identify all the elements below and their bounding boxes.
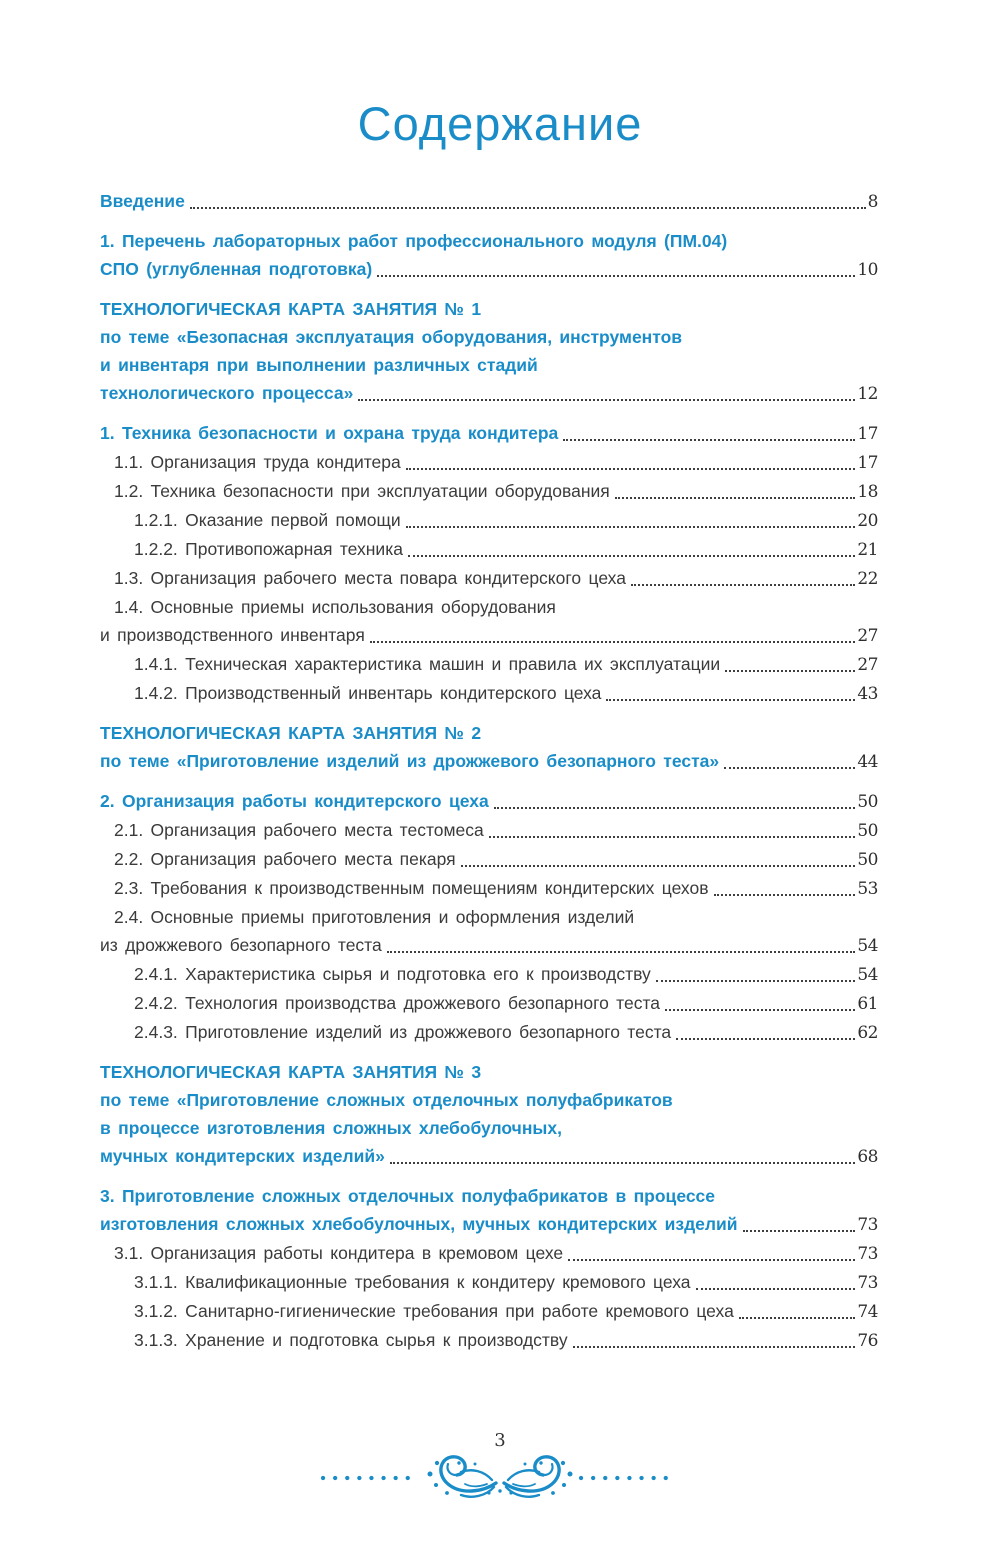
toc-line	[134, 679, 878, 708]
dot-leader	[370, 641, 856, 643]
toc-entry	[100, 679, 878, 708]
dot-leader	[494, 807, 856, 809]
dot-leader	[563, 439, 855, 441]
toc-entry-text: и производственного инвентаря	[100, 625, 365, 645]
toc-line	[100, 1058, 878, 1086]
dot-leader	[408, 555, 855, 557]
toc-line	[100, 351, 878, 379]
toc-entry	[100, 1058, 878, 1171]
toc-page-number: 20	[857, 511, 878, 531]
toc-page-number: 17	[857, 424, 878, 444]
toc-entry	[100, 1182, 878, 1239]
toc-line	[100, 187, 878, 216]
toc-line	[134, 960, 878, 989]
toc-page-number: 73	[857, 1215, 878, 1235]
dot-leader	[615, 497, 856, 499]
toc-page-number: 17	[857, 453, 878, 473]
toc-line	[100, 1210, 878, 1239]
dot-leader	[390, 1162, 855, 1164]
toc-line	[114, 448, 878, 477]
toc-entry	[100, 419, 878, 448]
dot-leader	[743, 1230, 856, 1232]
toc-page-number: 54	[857, 936, 878, 956]
toc-entry-text: 2.4.1. Характеристика сырья и подготовка его к производству	[134, 964, 651, 984]
footer-flourish-ornament-icon	[315, 1451, 685, 1503]
toc-page-number: 21	[857, 540, 878, 560]
toc-line	[114, 593, 878, 621]
toc-line	[134, 1326, 878, 1355]
dot-leader	[461, 865, 856, 867]
toc-line	[100, 1142, 878, 1171]
toc-entry-text: изготовления сложных хлебобулочных, мучных кондитерских изделий	[100, 1214, 738, 1234]
toc	[100, 187, 878, 1355]
dot-leader	[739, 1317, 856, 1319]
toc-line	[114, 845, 878, 874]
toc-entry	[100, 227, 878, 284]
toc-entry-text: мучных кондитерских изделий»	[100, 1146, 385, 1166]
toc-line	[134, 1018, 878, 1047]
toc-line	[134, 506, 878, 535]
toc-entry-text: 3. Приготовление сложных отделочных полуфабрикатов в процессе	[100, 1186, 716, 1206]
toc-entry-text: по теме «Приготовление изделий из дрожжевого безопарного теста»	[100, 751, 720, 771]
toc-line	[114, 564, 878, 593]
toc-page-number: 50	[857, 821, 878, 841]
toc-entry	[100, 477, 878, 506]
toc-page-number: 43	[857, 684, 878, 704]
toc-entry-text: ТЕХНОЛОГИЧЕСКАЯ КАРТА ЗАНЯТИЯ № 3	[100, 1062, 482, 1082]
toc-page-number: 50	[857, 792, 878, 812]
toc-line	[100, 379, 878, 408]
toc-line	[100, 931, 878, 960]
toc-line	[100, 747, 878, 776]
toc-page-number: 73	[857, 1244, 878, 1264]
toc-line	[114, 874, 878, 903]
toc-entry-text: 1.2.1. Оказание первой помощи	[134, 510, 401, 530]
toc-page-number: 44	[857, 752, 878, 772]
toc-entry	[100, 903, 878, 960]
toc-entry-text: по теме «Приготовление сложных отделочных полуфабрикатов	[100, 1090, 673, 1110]
toc-entry	[100, 506, 878, 535]
toc-entry-text: 2.2. Организация рабочего места пекаря	[114, 849, 456, 869]
toc-entry-text: 1.2. Техника безопасности при эксплуатации оборудования	[114, 481, 610, 501]
toc-entry	[100, 989, 878, 1018]
toc-entry	[100, 1018, 878, 1047]
toc-entry	[100, 535, 878, 564]
toc-line	[100, 1086, 878, 1114]
toc-line	[100, 1114, 878, 1142]
toc-page-number: 62	[857, 1023, 878, 1043]
toc-page-number: 61	[857, 994, 878, 1014]
toc-entry-text: технологического процесса»	[100, 383, 354, 403]
dot-leader	[725, 670, 855, 672]
toc-line	[100, 719, 878, 747]
toc-page-number: 27	[857, 655, 878, 675]
toc-entry-text: 2. Организация работы кондитерского цеха	[100, 791, 489, 811]
toc-line	[100, 227, 878, 255]
toc-page-number: 74	[857, 1302, 878, 1322]
toc-page-number: 50	[857, 850, 878, 870]
toc-entry-text: 1.4.1. Техническая характеристика машин и правила их эксплуатации	[134, 654, 721, 674]
dot-leader	[406, 526, 856, 528]
toc-entry-text: 2.4. Основные приемы приготовления и оформления изделий	[114, 907, 635, 927]
toc-line	[114, 816, 878, 845]
toc-page-number: 8	[867, 192, 878, 212]
toc-entry-text: СПО (углубленная подготовка)	[100, 259, 373, 279]
toc-line	[134, 535, 878, 564]
toc-entry-text: и инвентаря при выполнении различных стадий	[100, 355, 538, 375]
toc-entry-text: 1.3. Организация рабочего места повара кондитерского цеха	[114, 568, 626, 588]
toc-page-number: 53	[857, 879, 878, 899]
toc-line	[100, 295, 878, 323]
toc-page-number: 54	[857, 965, 878, 985]
dot-leader	[676, 1038, 855, 1040]
toc-entry-text: 2.4.3. Приготовление изделий из дрожжевого безопарного теста	[134, 1022, 672, 1042]
dot-leader	[573, 1346, 856, 1348]
toc-entry-text: 3.1. Организация работы кондитера в кремовом цехе	[114, 1243, 564, 1263]
toc-entry-text: ТЕХНОЛОГИЧЕСКАЯ КАРТА ЗАНЯТИЯ № 2	[100, 723, 482, 743]
toc-entry	[100, 816, 878, 845]
dot-leader	[724, 767, 855, 769]
toc-entry-text: 2.1. Организация рабочего места тестомеса	[114, 820, 484, 840]
toc-page-number: 68	[857, 1147, 878, 1167]
toc-entry	[100, 719, 878, 776]
toc-entry-text: 1.2.2. Противопожарная техника	[134, 539, 403, 559]
toc-entry	[100, 1239, 878, 1268]
toc-entry-text: 1.4. Основные приемы использования оборудования	[114, 597, 556, 617]
toc-entry-text: 3.1.1. Квалификационные требования к кондитеру кремового цеха	[134, 1272, 691, 1292]
dot-leader	[190, 207, 866, 209]
toc-entry-text: 2.3. Требования к производственным помещениям кондитерских цехов	[114, 878, 709, 898]
toc-entry	[100, 448, 878, 477]
toc-entry-text: из дрожжевого безопарного теста	[100, 935, 382, 955]
dot-leader	[696, 1288, 856, 1290]
toc-line	[100, 323, 878, 351]
toc-entry-text: 3.1.3. Хранение и подготовка сырья к производству	[134, 1330, 568, 1350]
toc-entry	[100, 593, 878, 650]
toc-line	[100, 1182, 878, 1210]
toc-entry	[100, 650, 878, 679]
toc-line	[100, 255, 878, 284]
dot-leader	[406, 468, 856, 470]
toc-entry	[100, 295, 878, 408]
dot-leader	[358, 399, 855, 401]
toc-line	[114, 903, 878, 931]
toc-entry-text: 1.4.2. Производственный инвентарь кондитерского цеха	[134, 683, 602, 703]
toc-page-number: 27	[857, 626, 878, 646]
page-footer	[0, 1430, 1000, 1508]
toc-entry	[100, 1297, 878, 1326]
toc-line	[134, 1297, 878, 1326]
dot-leader	[568, 1259, 855, 1261]
toc-line	[100, 419, 878, 448]
toc-line	[134, 1268, 878, 1297]
toc-line	[100, 787, 878, 816]
dot-leader	[665, 1009, 855, 1011]
toc-entry-text: 1. Техника безопасности и охрана труда кондитера	[100, 423, 559, 443]
toc-entry-text: в процессе изготовления сложных хлебобулочных,	[100, 1118, 562, 1138]
footer-page-number: 3	[494, 1430, 506, 1451]
toc-line	[134, 650, 878, 679]
toc-entry-text: по теме «Безопасная эксплуатация оборудования, инструментов	[100, 327, 683, 347]
toc-entry	[100, 845, 878, 874]
toc-line	[100, 621, 878, 650]
toc-page-number: 18	[857, 482, 878, 502]
toc-page-number: 76	[857, 1331, 878, 1351]
dot-leader	[489, 836, 856, 838]
toc-entry-text: Введение	[100, 191, 185, 211]
toc-entry	[100, 564, 878, 593]
toc-page-number: 22	[857, 569, 878, 589]
toc-page-number: 12	[857, 384, 878, 404]
toc-entry-text: 1.1. Организация труда кондитера	[114, 452, 401, 472]
page-title: Содержание	[357, 97, 643, 150]
toc-entry-text: 2.4.2. Технология производства дрожжевого безопарного теста	[134, 993, 661, 1013]
dot-leader	[631, 584, 855, 586]
toc-entry	[100, 187, 878, 216]
dot-leader	[656, 980, 856, 982]
toc-line	[114, 1239, 878, 1268]
toc-entry-text: 3.1.2. Санитарно-гигиенические требования при работе кремового цеха	[134, 1301, 734, 1321]
toc-entry	[100, 1268, 878, 1297]
toc-entry	[100, 1326, 878, 1355]
toc-line	[114, 477, 878, 506]
dot-leader	[377, 275, 855, 277]
toc-entry	[100, 787, 878, 816]
toc-entry	[100, 960, 878, 989]
toc-page-number: 10	[857, 260, 878, 280]
toc-line	[134, 989, 878, 1018]
dot-leader	[714, 894, 856, 896]
dot-leader	[387, 951, 856, 953]
toc-entry-text: 1. Перечень лабораторных работ профессионального модуля (ПМ.04)	[100, 231, 728, 251]
dot-leader	[606, 699, 855, 701]
toc-page-number: 73	[857, 1273, 878, 1293]
toc-entry-text: ТЕХНОЛОГИЧЕСКАЯ КАРТА ЗАНЯТИЯ № 1	[100, 299, 482, 319]
toc-entry	[100, 874, 878, 903]
